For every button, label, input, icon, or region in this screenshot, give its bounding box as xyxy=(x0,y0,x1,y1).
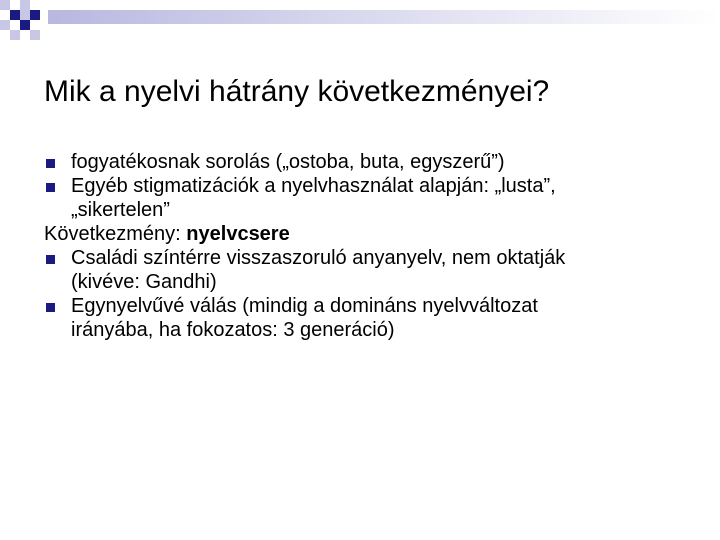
bullet-item-fogyatekos xyxy=(44,150,704,174)
bullet-text-continued: (kivéve: Gandhi) xyxy=(71,271,217,293)
bullet-item-stigma xyxy=(44,174,704,222)
square-bullet-icon xyxy=(46,303,55,312)
square-bullet-icon xyxy=(46,183,55,192)
bullet-item-egynyelvu xyxy=(44,294,704,342)
bullet-text: Egynyelvűvé válás (mindig a domináns nyelvváltozat xyxy=(71,295,538,317)
bullet-item-csaladi xyxy=(44,246,704,294)
bullet-text-continued: „sikertelen” xyxy=(71,199,170,221)
square-bullet-icon xyxy=(46,159,55,168)
bullet-text-continued: irányába, ha fokozatos: 3 generáció) xyxy=(71,319,395,341)
consequence-line xyxy=(44,222,704,246)
bullet-text: fogyatékosnak sorolás („ostoba, buta, egyszerű”) xyxy=(71,151,505,173)
slide-title: Mik a nyelvi hátrány következményei? xyxy=(44,75,550,108)
square-bullet-icon xyxy=(46,255,55,264)
header-decoration xyxy=(0,0,720,60)
bullet-text: Egyéb stigmatizációk a nyelvhasználat alapján: „lusta”, xyxy=(71,175,556,197)
slide-body xyxy=(44,150,704,342)
consequence-label: Következmény: xyxy=(44,223,187,245)
bullet-text: Családi színtérre visszaszoruló anyanyelv, nem oktatják xyxy=(71,247,566,269)
consequence-value: nyelvcsere xyxy=(186,223,290,245)
